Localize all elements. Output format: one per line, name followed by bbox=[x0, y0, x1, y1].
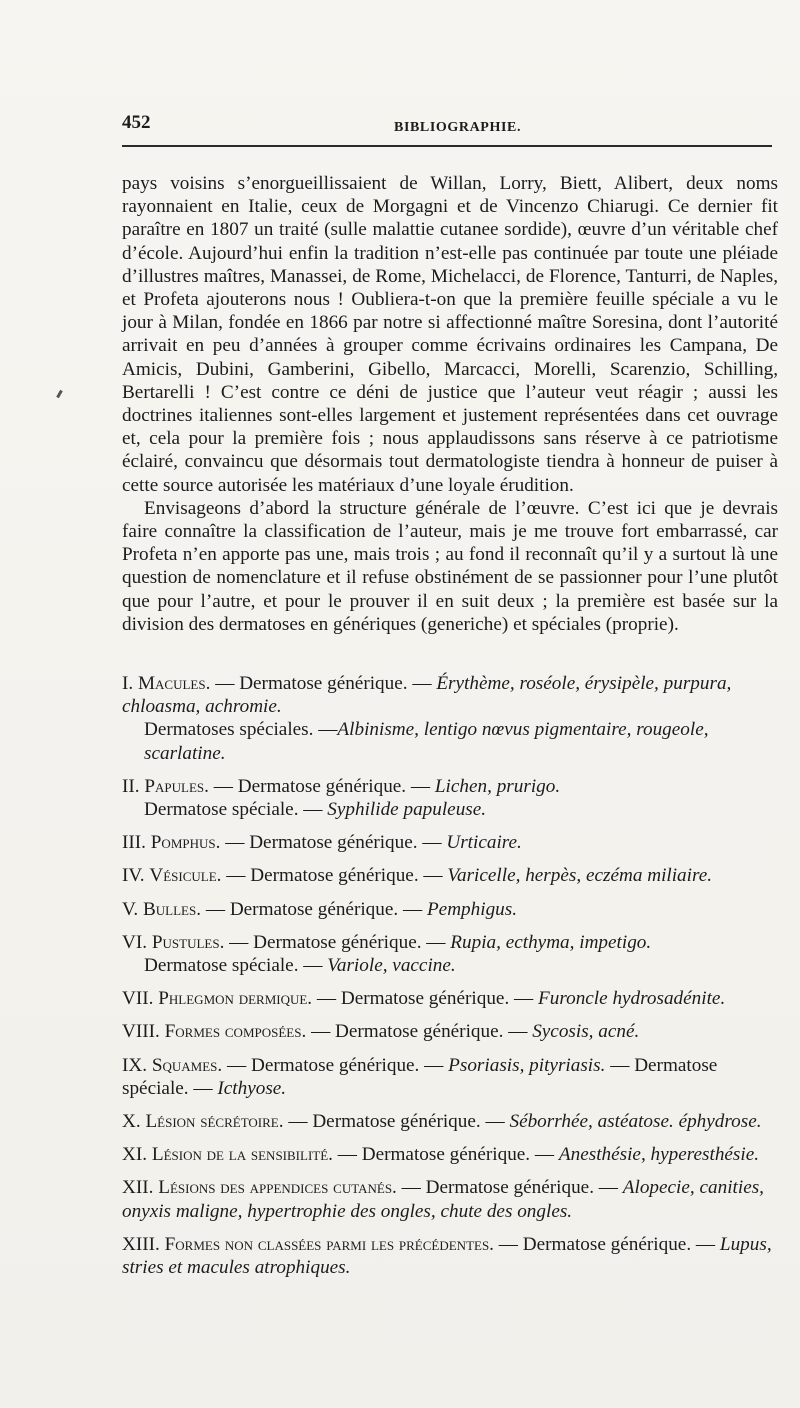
entry-generic-label: — Dermatose générique. — bbox=[201, 898, 427, 920]
entry-number: VI. bbox=[122, 931, 148, 953]
entry-generic: Sycosis, acné. bbox=[532, 1021, 640, 1043]
list-item bbox=[122, 672, 778, 765]
entry-name: Vésicule. bbox=[149, 865, 222, 887]
classification-list bbox=[122, 672, 778, 1289]
entry-generic: Alopecie, canities, onyxis maligne, hypertrophie des ongles, chute des ongles. bbox=[122, 1177, 764, 1222]
entry-number: VII. bbox=[122, 988, 154, 1010]
entry-generic-label: — Dermatose générique. — bbox=[222, 1054, 449, 1076]
list-item bbox=[122, 987, 778, 1010]
entry-name: Lésion sécrétoire. bbox=[145, 1111, 284, 1133]
entry-number: X. bbox=[122, 1111, 141, 1133]
entry-generic: Psoriasis, pityriasis. bbox=[448, 1054, 606, 1076]
entry-number: I. bbox=[122, 673, 134, 694]
paragraph-2: Envisageons d’abord la structure générale de l’œuvre. C’est ici que je devrais faire connaître la classification de l’auteur, mais je me trouve fort embarrassé, car Profeta n’en apporte pas une, mais trois ; au fond il reconnaît qu’il y a surtout là une question de nomenclature et il refuse obstinément de se passionner pour l’une plutôt que pour l’autre, et pour le prouver il en suit deux ; la première est basée sur la division des dermatoses en génériques (generiche) et spéciales (proprie). bbox=[122, 497, 778, 635]
entry-name: Phlegmon dermique. bbox=[158, 988, 313, 1010]
entry-generic-label: — Dermatose générique. — bbox=[221, 865, 448, 887]
entry-generic: Rupia, ecthyma, impetigo. bbox=[450, 931, 652, 953]
entry-generic: Furoncle hydrosadénite. bbox=[538, 988, 726, 1010]
entry-generic-label: — Dermatose générique. — bbox=[493, 1233, 720, 1255]
list-item bbox=[122, 831, 778, 854]
entry-generic-label: — Dermatose générique. — bbox=[396, 1177, 623, 1199]
entry-special-line bbox=[144, 798, 778, 821]
entry-number: VIII. bbox=[122, 1021, 160, 1043]
running-head: BIBLIOGRAPHIE. bbox=[394, 120, 522, 135]
list-item bbox=[122, 931, 778, 977]
entry-number: XI. bbox=[122, 1144, 148, 1166]
list-item bbox=[122, 1054, 778, 1100]
entry-generic: Anesthésie, hyperesthésie. bbox=[558, 1144, 760, 1166]
entry-special-line bbox=[144, 954, 778, 977]
entry-name: Pomphus. bbox=[150, 832, 221, 854]
entry-generic-label: — Dermatose générique. — bbox=[332, 1144, 559, 1166]
entry-number: III. bbox=[122, 832, 146, 854]
entry-special: Variole, vaccine. bbox=[327, 955, 456, 977]
list-item bbox=[122, 1176, 778, 1222]
entry-tail: Icthyose. bbox=[217, 1077, 287, 1099]
entry-name: Formes non classées parmi les précédentes. bbox=[164, 1233, 494, 1255]
entry-generic-label: — Dermatose générique. — bbox=[210, 673, 437, 694]
entry-generic-label: — Dermatose générique. — bbox=[312, 988, 539, 1010]
entry-generic: Lichen, prurigo. bbox=[434, 775, 561, 797]
entry-name: Formes composées. bbox=[164, 1021, 307, 1043]
entry-generic: Pemphigus. bbox=[426, 898, 518, 920]
entry-generic: Varicelle, herpès, eczéma miliaire. bbox=[447, 865, 713, 887]
page-header bbox=[122, 112, 774, 148]
entry-special-line bbox=[144, 718, 778, 764]
entry-special: Albinisme, lentigo nœvus pigmentaire, rougeole, scarlatine. bbox=[144, 719, 709, 764]
entry-number: IX. bbox=[122, 1054, 148, 1076]
entry-number: V. bbox=[122, 898, 139, 920]
entry-generic: Lupus, stries et macules atrophiques. bbox=[122, 1233, 772, 1279]
list-item bbox=[122, 1233, 778, 1279]
entry-number: XII. bbox=[122, 1177, 154, 1199]
entry-generic: Séborrhée, astéatose. éphydrose. bbox=[509, 1111, 762, 1133]
entry-name: Bulles. bbox=[142, 898, 202, 920]
entry-name: Pustules. bbox=[151, 931, 225, 953]
entry-special-label: Dermatose spéciale. — bbox=[144, 955, 328, 977]
entry-special: Syphilide papuleuse. bbox=[327, 799, 487, 821]
margin-mark bbox=[56, 390, 63, 398]
list-item bbox=[122, 898, 778, 921]
body-text bbox=[122, 172, 778, 636]
entry-number: II. bbox=[122, 775, 140, 797]
entry-name: Lésion de la sensibilité. bbox=[151, 1144, 333, 1166]
entry-name: Macules. bbox=[137, 673, 211, 694]
list-item bbox=[122, 775, 778, 821]
list-item bbox=[122, 864, 778, 887]
entry-tail-label: — Dermatose spéciale. — bbox=[122, 1054, 718, 1099]
entry-generic-label: — Dermatose générique. — bbox=[224, 931, 451, 953]
entry-number: XIII. bbox=[122, 1233, 160, 1255]
entry-generic: Urticaire. bbox=[446, 832, 522, 854]
entry-generic-label: — Dermatose générique. — bbox=[283, 1111, 510, 1133]
entry-special-label: Dermatoses spéciales. — bbox=[144, 719, 338, 741]
entry-generic-label: — Dermatose générique. — bbox=[306, 1021, 533, 1043]
entry-generic: Érythème, roséole, érysipèle, purpura, chloasma, achromie. bbox=[122, 673, 732, 718]
paragraph-1: pays voisins s’enorgueillissaient de Willan, Lorry, Biett, Alibert, deux noms rayonnaient en Italie, ceux de Morgagni et de Vincenzo Chiarugi. Ce dernier fit paraître en 1807 un traité (sulle malattie cutanee sordide), œuvre d’un véritable chef d’école. Aujourd’hui enfin la tradition n’est-elle pas continuée par toute une pléiade d’illustres maîtres, Manassei, de Rome, Michelacci, de Florence, Tanturri, de Naples, et Profeta ajouterons nous ! Oubliera-t-on que la première feuille spéciale a vu le jour à Milan, fondée en 1866 par notre si affectionné maître Soresina, dont l’autorité arrivait en peu d’années à grouper comme écrivains ordinaires les Campana, De Amicis, Dubini, Gamberini, Gibello, Marcacci, Morelli, Scarenzio, Schilling, Bertarelli ! C’est contre ce déni de justice que l’auteur veut réagir ; aussi les doctrines italiennes sont-elles largement et justement représentées dans cet ouvrage et, cela pour la première fois ; nous applaudissons sans réserve à ce patriotisme éclairé, convaincu que désormais tout dermatologiste tiendra à honneur de puiser à cette source autorisée les matériaux d’une loyale érudition. bbox=[122, 173, 778, 496]
entry-special-label: Dermatose spéciale. — bbox=[144, 799, 328, 821]
list-item bbox=[122, 1110, 778, 1133]
entry-name: Squames. bbox=[151, 1054, 223, 1076]
entry-number: IV. bbox=[122, 865, 145, 887]
entry-generic-label: — Dermatose générique. — bbox=[208, 775, 435, 797]
entry-name: Papules. bbox=[144, 775, 209, 797]
entry-name: Lésions des appendices cutanés. bbox=[158, 1177, 397, 1199]
page-number: 452 bbox=[122, 112, 151, 133]
list-item bbox=[122, 1143, 778, 1166]
list-item bbox=[122, 1020, 778, 1043]
entry-generic-label: — Dermatose générique. — bbox=[220, 832, 447, 854]
header-rule bbox=[122, 145, 772, 147]
